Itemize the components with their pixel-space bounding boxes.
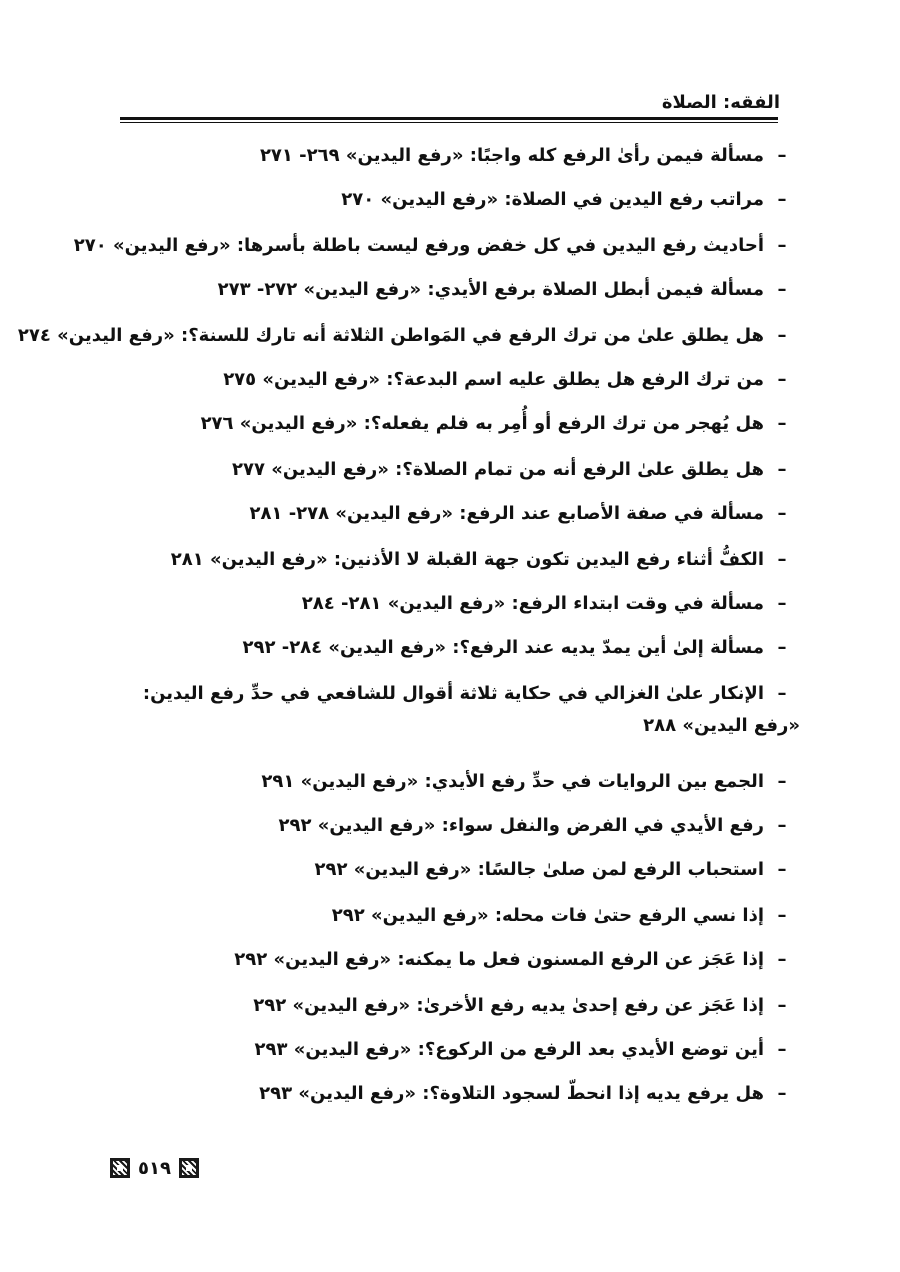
- entry-text: هل يُهجر من ترك الرفع أو أُمِر به فلم يفعله؟: «رفع اليدين» ٢٧٦: [200, 413, 764, 434]
- dash-marker: –: [777, 413, 787, 434]
- index-entry: [120, 810, 800, 842]
- dash-marker: –: [777, 771, 787, 792]
- dash-marker: –: [777, 683, 787, 704]
- page-number: ٥١٩: [138, 1157, 171, 1179]
- dash-marker: –: [777, 995, 787, 1016]
- dash-marker: –: [777, 549, 787, 570]
- entry-text: هل يرفع يديه إذا انحطّ لسجود التلاوة؟: «رفع اليدين» ٢٩٣: [259, 1083, 764, 1104]
- entry-text: الكفُّ أثناء رفع اليدين تكون جهة القبلة لا الأذنين: «رفع اليدين» ٢٨١: [170, 549, 764, 570]
- page-title: الفقه: الصلاة: [661, 92, 780, 113]
- entry-text: أين توضع الأيدي بعد الرفع من الركوع؟: «رفع اليدين» ٢٩٣: [254, 1039, 764, 1060]
- header-rule-thick: [120, 117, 778, 120]
- entry-text: مسألة في وقت ابتداء الرفع: «رفع اليدين» ٢٨١- ٢٨٤: [301, 593, 764, 614]
- index-entry: [120, 678, 800, 742]
- index-entry: [120, 766, 800, 798]
- index-entry: [120, 364, 800, 396]
- dash-marker: –: [777, 369, 787, 390]
- entry-text: أحاديث رفع اليدين في كل خفض ورفع ليست باطلة بأسرها: «رفع اليدين» ٢٧٠: [73, 235, 764, 256]
- entry-text: رفع الأيدي في الفرض والنفل سواء: «رفع اليدين» ٢٩٢: [278, 815, 764, 836]
- entry-text: هل يطلق علىٰ الرفع أنه من تمام الصلاة؟: «رفع اليدين» ٢٧٧: [231, 459, 764, 480]
- index-entry: [120, 588, 800, 620]
- index-entry: [120, 140, 800, 172]
- dash-marker: –: [777, 905, 787, 926]
- dash-marker: –: [777, 189, 787, 210]
- entry-text: مسألة إلىٰ أين يمدّ يديه عند الرفع؟: «رفع اليدين» ٢٨٤- ٢٩٢: [242, 637, 764, 658]
- dash-marker: –: [777, 459, 787, 480]
- index-entry: [120, 498, 800, 530]
- dash-marker: –: [777, 593, 787, 614]
- dash-marker: –: [777, 235, 787, 256]
- entry-text: مسألة في صفة الأصابع عند الرفع: «رفع اليدين» ٢٧٨- ٢٨١: [249, 503, 764, 524]
- entry-text: إذا عَجَز عن رفع إحدىٰ يديه رفع الأخرىٰ: «رفع اليدين» ٢٩٢: [253, 995, 764, 1016]
- ornament-left-icon: [110, 1158, 130, 1178]
- entry-text: مسألة فيمن أبطل الصلاة برفع الأيدي: «رفع اليدين» ٢٧٢- ٢٧٣: [217, 279, 764, 300]
- entry-text: استحباب الرفع لمن صلىٰ جالسًا: «رفع اليدين» ٢٩٢: [314, 859, 764, 880]
- entry-text: الجمع بين الروايات في حدِّ رفع الأيدي: «رفع اليدين» ٢٩١: [261, 771, 764, 792]
- entry-text: مراتب رفع اليدين في الصلاة: «رفع اليدين» ٢٧٠: [341, 189, 764, 210]
- index-entry: [120, 632, 800, 664]
- dash-marker: –: [777, 325, 787, 346]
- index-entry: [120, 454, 800, 486]
- dash-marker: –: [777, 815, 787, 836]
- dash-marker: –: [777, 145, 787, 166]
- header-rule-thin: [120, 122, 778, 123]
- dash-marker: –: [777, 859, 787, 880]
- entry-text: إذا عَجَز عن الرفع المسنون فعل ما يمكنه: «رفع اليدين» ٢٩٢: [234, 949, 764, 970]
- index-entry: [120, 544, 800, 576]
- page-footer: [110, 1157, 199, 1179]
- dash-marker: –: [777, 503, 787, 524]
- index-entry: [120, 1078, 800, 1110]
- entry-text: هل يطلق علىٰ من ترك الرفع في المَواطن الثلاثة أنه تارك للسنة؟: «رفع اليدين» ٢٧٤: [17, 325, 764, 346]
- dash-marker: –: [777, 279, 787, 300]
- entry-text: مسألة فيمن رأىٰ الرفع كله واجبًا: «رفع اليدين» ٢٦٩- ٢٧١: [259, 145, 764, 166]
- ornament-right-icon: [179, 1158, 199, 1178]
- index-entry: [120, 944, 800, 976]
- index-entry: [120, 408, 800, 440]
- index-entry: [120, 1034, 800, 1066]
- dash-marker: –: [777, 949, 787, 970]
- index-entry: [120, 184, 800, 216]
- index-entry: [120, 900, 800, 932]
- index-entry: [120, 274, 800, 306]
- dash-marker: –: [777, 1083, 787, 1104]
- index-entry: [73, 230, 800, 262]
- dash-marker: –: [777, 637, 787, 658]
- index-entry: [120, 990, 800, 1022]
- entry-text: إذا نسي الرفع حتىٰ فات محله: «رفع اليدين» ٢٩٢: [331, 905, 764, 926]
- index-entry: [120, 854, 800, 886]
- index-entry: [17, 320, 800, 352]
- dash-marker: –: [777, 1039, 787, 1060]
- entry-text: من ترك الرفع هل يطلق عليه اسم البدعة؟: «رفع اليدين» ٢٧٥: [223, 369, 764, 390]
- entry-text: الإنكار علىٰ الغزالي في حكاية ثلاثة أقوال للشافعي في حدِّ رفع اليدين: «رفع اليدين» ٢٨٨: [142, 683, 800, 736]
